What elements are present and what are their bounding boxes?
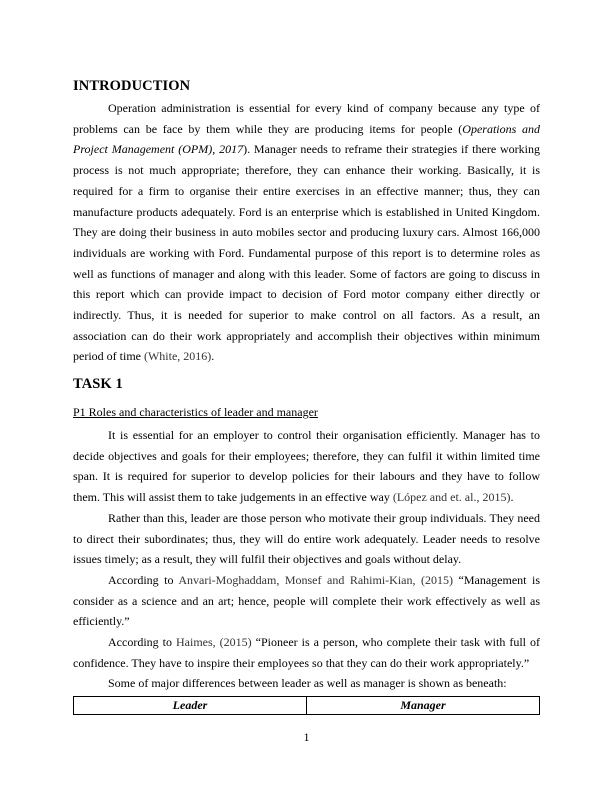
p1-subheading: P1 Roles and characteristics of leader and manager (73, 405, 318, 419)
management-quote-paragraph: According to Anvari-Moghaddam, Monsef and Rahimi-Kian, (2015) “Management is consider as a science and an art; hence, people will complete their work effectively as well as efficiently.” (73, 573, 540, 629)
citation-haimes: Haimes, (2015) (176, 635, 252, 649)
differences-intro: Some of major differences between leader as well as manager is shown as beneath: (108, 676, 507, 690)
page-number: 1 (303, 730, 310, 744)
roles-paragraph: It is essential for an employer to control their organisation efficiently. Manager has to decide objectives and goals for their employees; therefore, they can fulfil it within limited time span. It is required for superior to develop policies for their labours and they have to follow them. This will assist them to take judgements in an effective way (López and et. al., 2015). (73, 428, 540, 505)
table-header-manager: Manager (306, 697, 539, 714)
citation-white: (White, 2016) (143, 349, 212, 364)
introduction-heading: INTRODUCTION (73, 78, 191, 94)
task1-heading: TASK 1 (73, 376, 123, 392)
citation-anvari: Anvari-Moghaddam, Monsef and Rahimi-Kian, (2015) (178, 573, 453, 587)
leader-paragraph: Rather than this, leader are those person who motivate their group individuals. They need to direct their subordinates; thus, they will do entire work adequately. Leader needs to resolve issues timely; as a result, they will fulfil their objectives and goals without delay. (73, 511, 540, 567)
pioneer-quote-paragraph: According to Haimes, (2015) “Pioneer is a person, who complete their task with full of confidence. They have to inspire their employees so that they can do their work appropriately.” (73, 635, 540, 670)
table-header-leader: Leader (172, 698, 208, 712)
citation-lopez: (López and et. al., 2015) (392, 490, 511, 505)
leader-manager-table-header (73, 696, 540, 715)
citation-opm: Operations and Project Management (OPM), 2017 (73, 121, 540, 157)
introduction-paragraph: Operation administration is essential for every kind of company because any type of problems can be face by them while they are producing items for people (Operations and Project Management (OPM), 2017). Manager needs to reframe their strategies if there working process is not much appropriate; therefore, they can enhance their working. Basically, it is required for a firm to organise their entire exercises in an effective manner; thus, they can manufacture products adequately. Ford is an enterprise which is established in United Kingdom. They are doing their business in auto mobiles sector and producing luxury cars. Almost 166,000 individuals are working with Ford. Fundamental purpose of this report is to determine roles as well as functions of manager and along with this leader. Some of factors are going to discuss in this report which can provide impact to decision of Ford motor company either directly or indirectly. Thus, it is needed for superior to make control on all factors. As a result, an association can do their work appropriately and accomplish their objectives within minimum period of time (White, 2016). (73, 101, 540, 364)
